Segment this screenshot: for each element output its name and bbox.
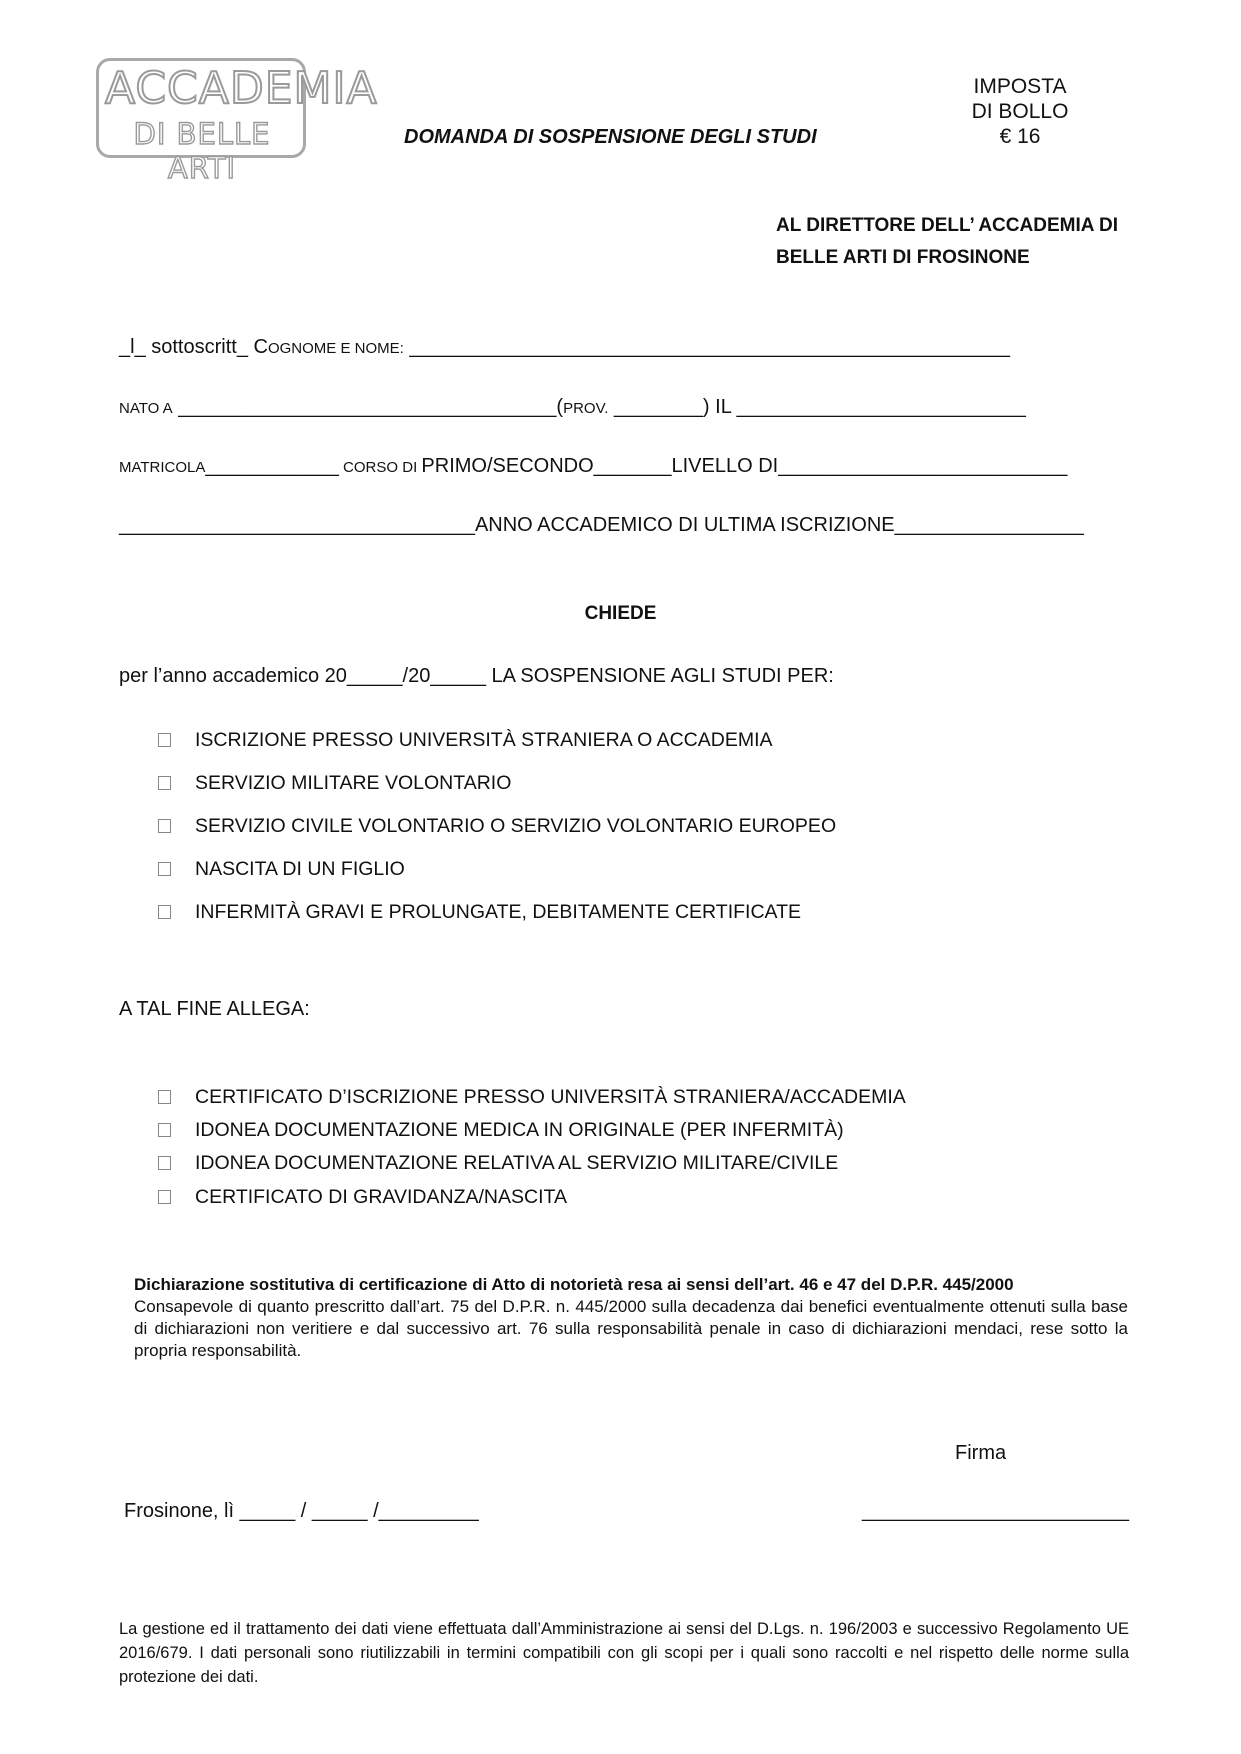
undersigned-label: _l_ sottoscritt_ — [119, 336, 254, 358]
bollo-line-1: IMPOSTA — [973, 75, 1067, 98]
document-title: DOMANDA DI SOSPENSIONE DEGLI STUDI — [404, 126, 817, 148]
last-enrollment-year-blank[interactable]: ________________________________ANNO ACCADEMICO DI ULTIMA ISCRIZIONE_________________ — [119, 514, 1084, 536]
field-row-name — [119, 336, 1010, 359]
bollo-line-3: € 16 — [999, 125, 1041, 148]
addressee-line-1: AL DIRETTORE DELL’ ACCADEMIA DI — [776, 215, 1119, 236]
addressee — [776, 210, 1118, 274]
checkbox[interactable] — [158, 1090, 171, 1104]
surname-name-label: OGNOME E NOME: — [267, 340, 404, 357]
surname-name-blank[interactable]: ______________________________________________________ — [403, 336, 1011, 358]
prov-paren: ( — [556, 396, 564, 418]
checkbox[interactable] — [158, 733, 171, 747]
accademia-logo — [96, 58, 378, 185]
reason-label: INFERMITÀ GRAVI E PROLUNGATE, DEBITAMENTE CERTIFICATE — [195, 901, 802, 923]
born-at-label: NATO A — [119, 400, 173, 417]
matricola-label: MATRICOLA — [119, 459, 206, 476]
matricola-blank[interactable]: ____________ — [205, 455, 339, 477]
attachment-label: CERTIFICATO D’ISCRIZIONE PRESSO UNIVERSITÀ STRANIERA/ACCADEMIA — [195, 1086, 906, 1108]
birth-date-blank[interactable]: __________________________ — [736, 396, 1026, 418]
born-at-blank[interactable]: __________________________________ — [172, 396, 557, 418]
attachment-label: IDONEA DOCUMENTAZIONE RELATIVA AL SERVIZIO MILITARE/CIVILE — [195, 1152, 839, 1174]
reason-label: SERVIZIO CIVILE VOLONTARIO O SERVIZIO VOLONTARIO EUROPEO — [195, 815, 837, 837]
prov-blank[interactable]: ________) IL — [608, 396, 737, 418]
checkbox[interactable] — [158, 819, 171, 833]
bollo-line-2: DI BOLLO — [971, 100, 1069, 123]
reason-label: SERVIZIO MILITARE VOLONTARIO — [195, 772, 512, 794]
attachment-option[interactable] — [158, 1086, 906, 1109]
reason-option[interactable] — [158, 901, 801, 924]
attachments-heading: A TAL FINE ALLEGA: — [119, 998, 310, 1020]
field-row-birth — [119, 396, 1026, 419]
logo-line-2: DI BELLE ARTI — [133, 117, 271, 185]
checkbox[interactable] — [158, 1156, 171, 1170]
checkbox[interactable] — [158, 862, 171, 876]
attachment-label: CERTIFICATO DI GRAVIDANZA/NASCITA — [195, 1186, 567, 1208]
checkbox[interactable] — [158, 776, 171, 790]
reason-option[interactable] — [158, 772, 511, 795]
attachment-option[interactable] — [158, 1152, 838, 1175]
checkbox[interactable] — [158, 1123, 171, 1137]
signature-label: Firma — [955, 1442, 1007, 1464]
privacy-notice: La gestione ed il trattamento dei dati viene effettuata dall’Amministrazione ai sensi del D.Lgs. n. 196/2003 e successivo Regolamento UE 2016/679. I dati personali sono riutilizzabili in termini compatibili con gli scopi per i quali sono raccolti e nel rispetto delle norme sulla protezione dei dati. — [119, 1620, 1129, 1686]
addressee-line-2: BELLE ARTI DI FROSINONE — [776, 247, 1030, 268]
reason-option[interactable] — [158, 815, 836, 838]
prov-label: PROV. — [563, 400, 609, 417]
attachment-option[interactable] — [158, 1186, 567, 1209]
place-date-field[interactable]: Frosinone, lì _____ / _____ /_________ — [124, 1500, 479, 1522]
field-row-last-year — [119, 514, 1084, 537]
field-row-course — [119, 455, 1067, 478]
declaration-block — [134, 1274, 1128, 1362]
reason-option[interactable] — [158, 858, 405, 881]
checkbox[interactable] — [158, 905, 171, 919]
attachment-label: IDONEA DOCUMENTAZIONE MEDICA IN ORIGINALE (PER INFERMITÀ) — [195, 1119, 844, 1141]
declaration-body: Consapevole di quanto prescritto dall’art. 75 del D.P.R. n. 445/2000 sulla decadenza dai benefici eventualmente ottenuti sulla base di dichiarazioni non veritiere e dal successivo art. 76 sulla responsabilità penale in caso di dichiarazioni mendaci, rese sotto la propria responsabilità. — [134, 1297, 1128, 1360]
logo-line-1: ACCADEMIA — [105, 63, 378, 114]
checkbox[interactable] — [158, 1190, 171, 1204]
surname-label-initial: C — [253, 336, 268, 358]
attachment-option[interactable] — [158, 1119, 844, 1142]
course-level-blank[interactable]: PRIMO/SECONDO_______LIVELLO DI__________________________ — [421, 455, 1068, 477]
reason-option[interactable] — [158, 729, 773, 752]
signature-line[interactable]: ________________________ — [862, 1500, 1129, 1522]
course-label: CORSO DI — [338, 459, 422, 476]
declaration-heading: Dichiarazione sostitutiva di certificazione di Atto di notorietà resa ai sensi dell’art. 46 e 47 del D.P.R. 445/2000 — [134, 1275, 1014, 1294]
stamp-duty-box — [960, 74, 1080, 149]
reason-label: NASCITA DI UN FIGLIO — [195, 858, 405, 880]
reason-label: ISCRIZIONE PRESSO UNIVERSITÀ STRANIERA O ACCADEMIA — [195, 729, 773, 751]
academic-year-line[interactable]: per l’anno accademico 20_____/20_____ LA SOSPENSIONE AGLI STUDI PER: — [119, 665, 834, 687]
request-heading: CHIEDE — [584, 603, 657, 624]
